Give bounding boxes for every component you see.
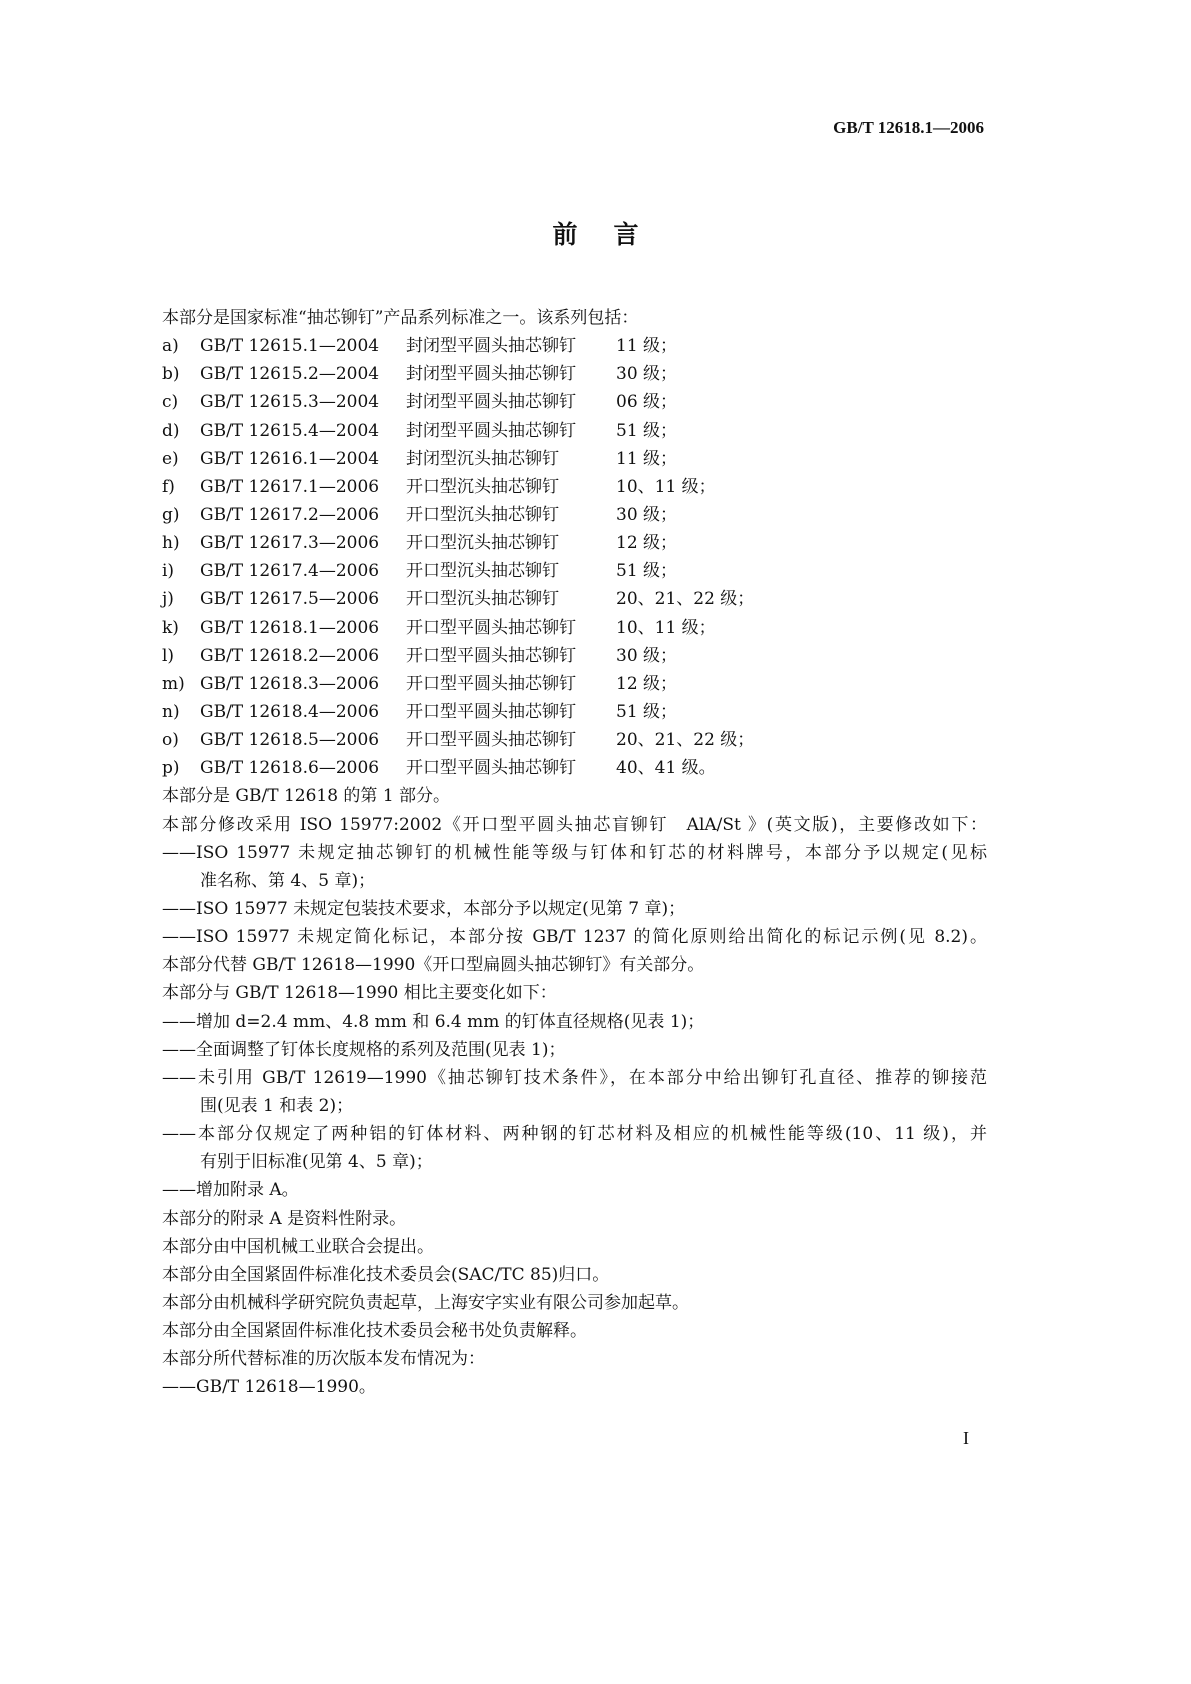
- series-item-label: m): [162, 673, 185, 694]
- series-item-code: GB/T 12618.2—2006: [200, 645, 380, 666]
- series-item-grade: 51 级；: [616, 420, 678, 441]
- intro-paragraph: 本部分是国家标准“抽芯铆钉”产品系列标准之一。该系列包括：: [162, 308, 639, 328]
- series-item-name: 封闭型沉头抽芯铆钉: [406, 448, 559, 469]
- text-line: ——未引用 GB/T 12619—1990《抽芯铆钉技术条件》，在本部分中给出铆钉孔直径、推荐的铆接范: [162, 1067, 987, 1088]
- series-item-label: g): [162, 504, 180, 525]
- series-item: [162, 529, 987, 557]
- series-item-label: d): [162, 420, 180, 441]
- series-item-label: b): [162, 364, 180, 385]
- series-item-code: GB/T 12615.4—2004: [200, 420, 380, 441]
- text-line: 本部分修改采用 ISO 15977:2002《开口型平圆头抽芯盲铆钉 AlA/St 》(英文版)，主要修改如下：: [162, 814, 987, 835]
- text-line: ——ISO 15977 未规定抽芯铆钉的机械性能等级与钉体和钉芯的材料牌号，本部分予以规定(见标: [162, 842, 987, 863]
- text-line: ——增加附录 A。: [162, 1180, 299, 1201]
- series-item: [162, 670, 987, 698]
- series-item-name: 封闭型平圆头抽芯铆钉: [406, 336, 576, 357]
- series-item-code: GB/T 12618.1—2006: [200, 617, 380, 638]
- series-item-code: GB/T 12617.1—2006: [200, 476, 380, 497]
- series-item-label: f): [162, 476, 175, 497]
- series-item: [162, 585, 987, 613]
- series-item-grade: 30 级；: [616, 645, 678, 666]
- series-item-code: GB/T 12617.3—2006: [200, 533, 380, 554]
- text-line: ——ISO 15977 未规定包装技术要求，本部分予以规定(见第 7 章)；: [162, 898, 686, 919]
- series-item-code: GB/T 12615.2—2004: [200, 364, 380, 385]
- series-item-code: GB/T 12618.4—2006: [200, 701, 380, 722]
- page-number: I: [963, 1428, 969, 1448]
- series-item: [162, 332, 987, 360]
- series-item-name: 开口型沉头抽芯铆钉: [406, 476, 559, 497]
- text-line: 围(见表 1 和表 2)；: [200, 1095, 354, 1116]
- series-item: [162, 726, 987, 754]
- series-item: [162, 417, 987, 445]
- text-line: ——GB/T 12618—1990。: [162, 1377, 376, 1398]
- series-item: [162, 388, 987, 416]
- series-item-code: GB/T 12618.3—2006: [200, 673, 380, 694]
- series-item-name: 开口型沉头抽芯铆钉: [406, 533, 559, 554]
- standard-number-header: GB/T 12618.1—2006: [833, 118, 984, 137]
- series-item-grade: 20、21、22 级；: [616, 589, 755, 610]
- series-item-grade: 40、41 级。: [616, 758, 716, 779]
- series-item-name: 封闭型平圆头抽芯铆钉: [406, 364, 576, 385]
- series-item-name: 开口型平圆头抽芯铆钉: [406, 673, 576, 694]
- text-line: 准名称、第 4、5 章)；: [200, 870, 376, 891]
- series-item-label: a): [162, 336, 179, 357]
- series-item-name: 封闭型平圆头抽芯铆钉: [406, 392, 576, 413]
- series-item-grade: 11 级；: [616, 448, 678, 469]
- text-line: 本部分是 GB/T 12618 的第 1 部分。: [162, 786, 451, 807]
- series-item-grade: 30 级；: [616, 504, 678, 525]
- text-line: 本部分所代替标准的历次版本发布情况为：: [162, 1349, 485, 1370]
- series-item-label: p): [162, 758, 180, 779]
- series-item-code: GB/T 12615.1—2004: [200, 336, 380, 357]
- series-item-grade: 30 级；: [616, 364, 678, 385]
- series-item-code: GB/T 12616.1—2004: [200, 448, 380, 469]
- text-line: 本部分由全国紧固件标准化技术委员会秘书处负责解释。: [162, 1321, 587, 1342]
- series-item: [162, 501, 987, 529]
- text-line: 本部分由全国紧固件标准化技术委员会(SAC/TC 85)归口。: [162, 1264, 610, 1285]
- paragraphs: [162, 782, 987, 1401]
- text-line: ——增加 d=2.4 mm、4.8 mm 和 6.4 mm 的钉体直径规格(见表 1)；: [162, 1011, 705, 1032]
- text-line: 本部分由机械科学研究院负责起草，上海安字实业有限公司参加起草。: [162, 1292, 689, 1313]
- document-body: [162, 304, 987, 1401]
- series-item-code: GB/T 12617.2—2006: [200, 504, 380, 525]
- series-item-label: o): [162, 730, 179, 751]
- series-item-code: GB/T 12617.5—2006: [200, 589, 380, 610]
- series-item-grade: 10、11 级；: [616, 476, 716, 497]
- series-item-label: c): [162, 392, 179, 413]
- series-item-name: 开口型平圆头抽芯铆钉: [406, 617, 576, 638]
- series-item-grade: 20、21、22 级；: [616, 730, 755, 751]
- series-item-label: n): [162, 701, 180, 722]
- series-item-label: h): [162, 533, 180, 554]
- series-item-label: e): [162, 448, 179, 469]
- series-item-label: i): [162, 561, 175, 582]
- series-item: [162, 754, 987, 782]
- series-item-name: 开口型平圆头抽芯铆钉: [406, 645, 576, 666]
- series-item-name: 开口型沉头抽芯铆钉: [406, 561, 559, 582]
- text-line: 本部分代替 GB/T 12618—1990《开口型扁圆头抽芯铆钉》有关部分。: [162, 955, 705, 976]
- series-item-grade: 10、11 级；: [616, 617, 716, 638]
- series-item-code: GB/T 12618.6—2006: [200, 758, 380, 779]
- series-item-name: 封闭型平圆头抽芯铆钉: [406, 420, 576, 441]
- series-item-name: 开口型沉头抽芯铆钉: [406, 504, 559, 525]
- series-item-grade: 12 级；: [616, 673, 678, 694]
- series-item-name: 开口型沉头抽芯铆钉: [406, 589, 559, 610]
- series-item-grade: 06 级；: [616, 392, 678, 413]
- series-item: [162, 360, 987, 388]
- text-line: ——本部分仅规定了两种铝的钉体材料、两种钢的钉芯材料及相应的机械性能等级(10、11 级)，并: [162, 1124, 987, 1145]
- text-line: 本部分的附录 A 是资料性附录。: [162, 1208, 407, 1229]
- text-line: ——ISO 15977 未规定简化标记，本部分按 GB/T 1237 的简化原则给出简化的标记示例(见 8.2)。: [162, 927, 987, 948]
- series-list: [162, 332, 987, 782]
- text-line: ——全面调整了钉体长度规格的系列及范围(见表 1)；: [162, 1039, 566, 1060]
- series-item: [162, 614, 987, 642]
- series-item-grade: 51 级；: [616, 701, 678, 722]
- series-item-grade: 51 级；: [616, 561, 678, 582]
- text-line: 有别于旧标准(见第 4、5 章)；: [200, 1152, 433, 1173]
- text-line: 本部分由中国机械工业联合会提出。: [162, 1236, 434, 1257]
- series-item-grade: 12 级；: [616, 533, 678, 554]
- series-item-code: GB/T 12618.5—2006: [200, 730, 380, 751]
- series-item-label: j): [162, 589, 174, 610]
- series-item-label: k): [162, 617, 179, 638]
- series-item: [162, 445, 987, 473]
- page-title: 前言: [552, 220, 675, 249]
- series-item: [162, 557, 987, 585]
- series-item: [162, 642, 987, 670]
- series-item-grade: 11 级；: [616, 336, 678, 357]
- text-line: 本部分与 GB/T 12618—1990 相比主要变化如下：: [162, 983, 557, 1004]
- series-item: [162, 473, 987, 501]
- series-item-code: GB/T 12615.3—2004: [200, 392, 380, 413]
- series-item-name: 开口型平圆头抽芯铆钉: [406, 701, 576, 722]
- series-item-name: 开口型平圆头抽芯铆钉: [406, 730, 576, 751]
- series-item: [162, 698, 987, 726]
- series-item-code: GB/T 12617.4—2006: [200, 561, 380, 582]
- series-item-label: l): [162, 645, 175, 666]
- series-item-name: 开口型平圆头抽芯铆钉: [406, 758, 576, 779]
